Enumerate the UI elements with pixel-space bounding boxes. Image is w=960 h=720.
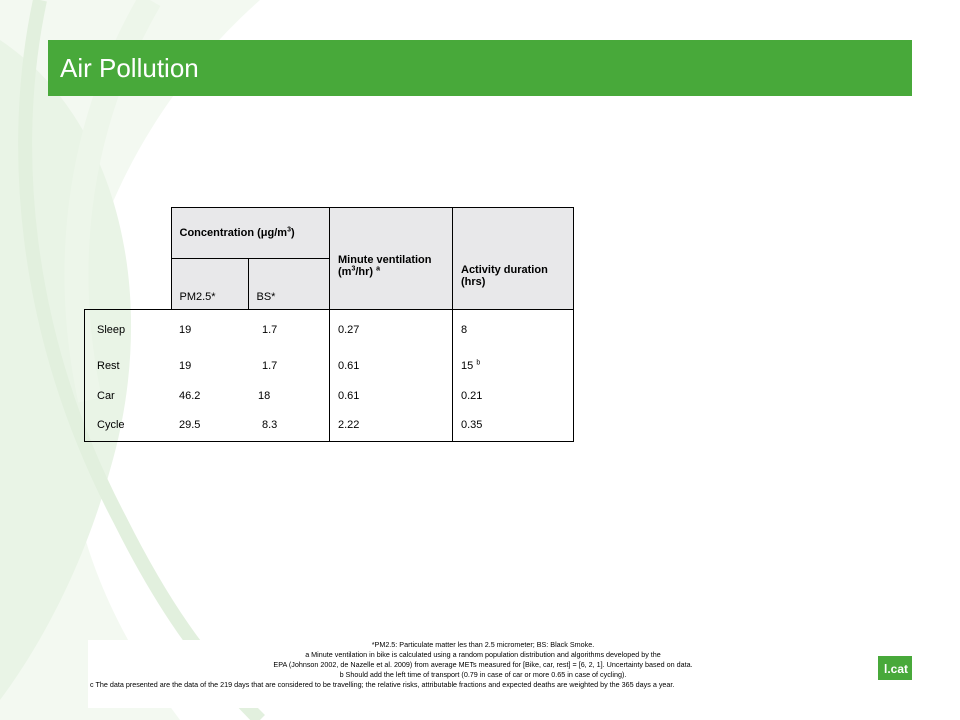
activity-cell: Sleep bbox=[85, 310, 172, 350]
duration-cell: 0.35 bbox=[453, 410, 574, 442]
duration-cell: 8 bbox=[453, 310, 574, 350]
ventilation-cell: 0.61 bbox=[330, 382, 453, 410]
bs-cell: 8.3 bbox=[248, 410, 330, 442]
table-corner bbox=[85, 208, 172, 259]
pm25-cell: 19 bbox=[179, 359, 192, 372]
bs-cell: 1.7 bbox=[262, 359, 278, 372]
activity-duration-label: Activity duration (hrs) bbox=[461, 263, 548, 288]
activity-cell: Rest bbox=[85, 350, 172, 382]
footnote-a: a Minute ventilation in bike is calculated using a random population distribution and algorithms developed by the bbox=[305, 650, 661, 659]
table-row bbox=[85, 410, 574, 442]
duration-cell: 15 $^b$ bbox=[453, 350, 574, 382]
footnote-c: c The data presented are the data of the 219 days that are considered to be travelling; the relative risks, attributable fractions and expected deaths are weighted by the 365 days a year. bbox=[90, 680, 675, 689]
title-bar bbox=[48, 40, 912, 96]
minute-ventilation-label: Minute ventilation (m bbox=[338, 253, 432, 278]
activity-cell: Cycle bbox=[85, 410, 172, 442]
table-row bbox=[85, 350, 574, 382]
pm25-header: PM2.5* bbox=[171, 259, 248, 310]
concentration-label: Concentration (μg/m bbox=[179, 227, 288, 239]
duration-note: b bbox=[476, 358, 481, 366]
activity-cell: Car bbox=[85, 382, 172, 410]
air-pollution-table bbox=[84, 207, 574, 442]
duration-cell: 0.21 bbox=[453, 382, 574, 410]
ventilation-cell: 0.61 bbox=[330, 350, 453, 382]
page-title: Air Pollution bbox=[60, 53, 199, 83]
footer-domain-text: l.cat bbox=[883, 662, 908, 676]
footnote-abbreviations: *PM2.5: Particulate matter les than 2.5 micrometer; BS: Black Smoke. bbox=[371, 640, 595, 649]
footnotes bbox=[88, 640, 878, 708]
activity-duration-header bbox=[453, 208, 574, 310]
ventilation-cell: 0.27 bbox=[330, 310, 453, 350]
bs-cell: 18 bbox=[258, 389, 271, 402]
footnote-a-continued: EPA (Johnson 2002, de Nazelle et al. 2009) from average METs measured for [Bike, car, rest] = [6, 2, 1]. Uncertainty based on data. bbox=[273, 660, 693, 669]
bs-cell: 1.7 bbox=[248, 310, 330, 350]
pm25-cell: 46.2 bbox=[179, 389, 201, 402]
table-row bbox=[85, 310, 574, 350]
table-row bbox=[85, 382, 574, 410]
minute-ventilation-header: Minute ventilation $(m^3/hr)$ $^a$ bbox=[330, 208, 453, 310]
bs-header: BS* bbox=[248, 259, 330, 310]
ventilation-cell: 2.22 bbox=[330, 410, 453, 442]
footnote-b: b Should add the left time of transport (0.79 in case of car or more 0.65 in case of cycling). bbox=[339, 670, 627, 679]
concentration-header: Concentration $(\mu g/m^3)$ bbox=[171, 208, 330, 259]
pm25-cell: 19 bbox=[171, 310, 248, 350]
pm25-cell: 29.5 bbox=[171, 410, 248, 442]
